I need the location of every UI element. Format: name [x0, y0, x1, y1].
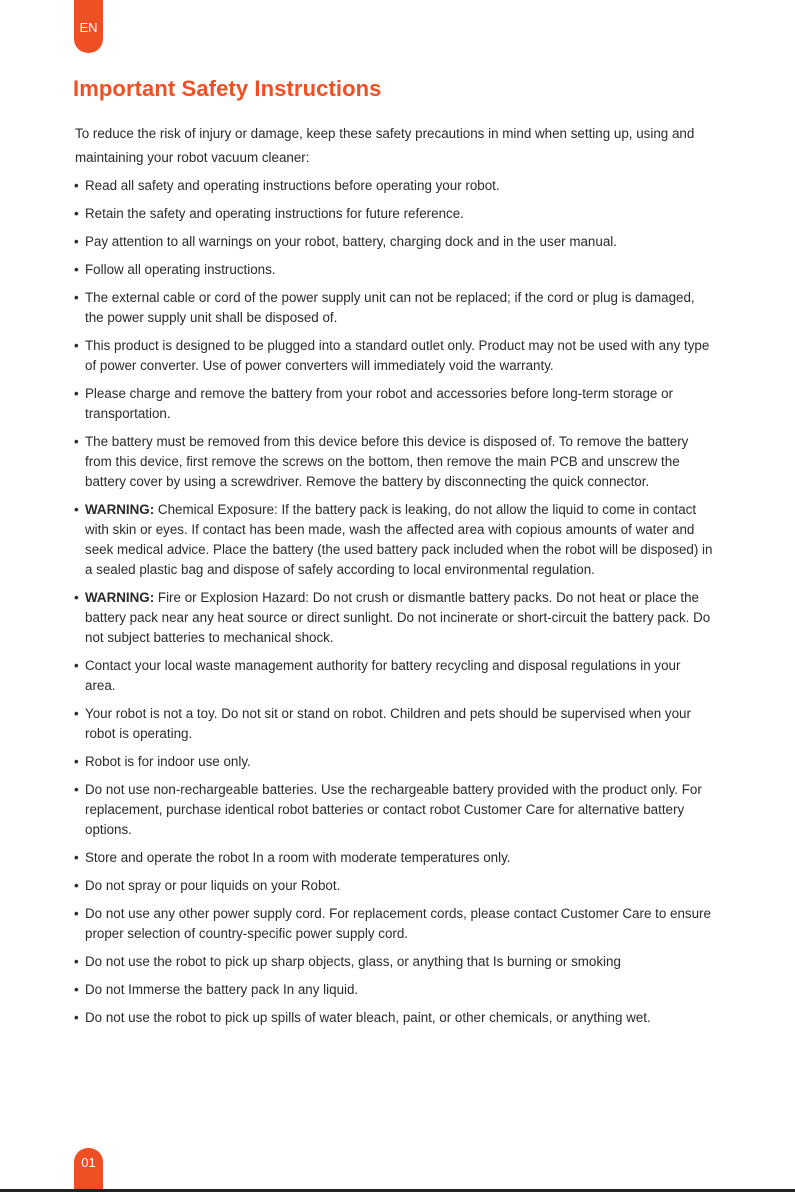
warning-label: WARNING: — [85, 590, 155, 605]
list-item — [74, 704, 714, 744]
list-item — [74, 204, 714, 224]
bullet-icon: • — [74, 658, 79, 673]
list-item — [74, 432, 714, 492]
list-item-text: Chemical Exposure: If the battery pack is leaking, do not allow the liquid to come in contact with skin or eyes. If contact has been made, wash the affected area with copious amounts of water and seek medical advice. Place the battery (the used battery pack included when the robot will be disposed) in a sealed plastic bag and dispose of safely according to local environmental regulation. — [85, 502, 713, 577]
language-tab: EN — [74, 0, 103, 53]
list-item-text: Store and operate the robot In a room with moderate temperatures only. — [85, 850, 511, 865]
warning-label: WARNING: — [85, 502, 155, 517]
list-item-text: Contact your local waste management authority for battery recycling and disposal regulations in your area. — [85, 658, 681, 693]
list-item-text: Robot is for indoor use only. — [85, 754, 251, 769]
list-item — [74, 260, 714, 280]
list-item-text: Do not Immerse the battery pack In any liquid. — [85, 982, 359, 997]
list-item — [74, 232, 714, 252]
list-item-text: The battery must be removed from this device before this device is disposed of. To remove the battery from this device, first remove the screws on the bottom, then remove the main PCB and unscrew the battery cover by using a screwdriver. Remove the battery by disconnecting the quick connector. — [85, 434, 689, 489]
list-item — [74, 500, 714, 580]
bullet-icon: • — [74, 850, 79, 865]
bullet-icon: • — [74, 262, 79, 277]
safety-instructions-list — [74, 176, 714, 1036]
list-item-text: Do not use any other power supply cord. For replacement cords, please contact Customer Care to ensure proper selection of country-specific power supply cord. — [85, 906, 711, 941]
list-item-text: Pay attention to all warnings on your robot, battery, charging dock and in the user manual. — [85, 234, 617, 249]
bullet-icon: • — [74, 1010, 79, 1025]
list-item — [74, 656, 714, 696]
list-item — [74, 1008, 714, 1028]
list-item-text: Read all safety and operating instructions before operating your robot. — [85, 178, 500, 193]
bullet-icon: • — [74, 290, 79, 305]
list-item — [74, 780, 714, 840]
intro-paragraph: To reduce the risk of injury or damage, keep these safety precautions in mind when setting up, using and maintaining your robot vacuum cleaner: — [75, 126, 695, 165]
list-item — [74, 848, 714, 868]
list-item-text: Retain the safety and operating instructions for future reference. — [85, 206, 464, 221]
bullet-icon: • — [74, 754, 79, 769]
bullet-icon: • — [74, 878, 79, 893]
bullet-icon: • — [74, 338, 79, 353]
list-item-text: Please charge and remove the battery from your robot and accessories before long-term storage or transportation. — [85, 386, 674, 421]
list-item-text: Follow all operating instructions. — [85, 262, 276, 277]
list-item-text: Do not use non-rechargeable batteries. Use the rechargeable battery provided with the product only. For replacement, purchase identical robot batteries or contact robot Customer Care for alternative battery options. — [85, 782, 702, 837]
list-item-text: Fire or Explosion Hazard: Do not crush or dismantle battery packs. Do not heat or place the battery pack near any heat source or direct sunlight. Do not incinerate or short-circuit the battery pack. Do not subject batteries to mechanical shock. — [85, 590, 711, 645]
bullet-icon: • — [74, 590, 79, 605]
list-item-text: Do not use the robot to pick up spills of water bleach, paint, or other chemicals, or anything wet. — [85, 1010, 651, 1025]
bullet-icon: • — [74, 234, 79, 249]
list-item-text: This product is designed to be plugged into a standard outlet only. Product may not be used with any type of power converter. Use of power converters will immediately void the warranty. — [85, 338, 710, 373]
bullet-icon: • — [74, 906, 79, 921]
list-item — [74, 288, 714, 328]
list-item — [74, 952, 714, 972]
page-title: Important Safety Instructions — [73, 76, 382, 101]
list-item-text: Do not use the robot to pick up sharp objects, glass, or anything that Is burning or smoking — [85, 954, 621, 969]
bullet-icon: • — [74, 386, 79, 401]
list-item — [74, 980, 714, 1000]
page-number: 01 — [74, 1148, 103, 1192]
list-item — [74, 876, 714, 896]
list-item — [74, 176, 714, 196]
list-item — [74, 384, 714, 424]
list-item-text: Your robot is not a toy. Do not sit or stand on robot. Children and pets should be supervised when your robot is operating. — [85, 706, 691, 741]
bullet-icon: • — [74, 782, 79, 797]
bullet-icon: • — [74, 954, 79, 969]
list-item — [74, 752, 714, 772]
bullet-icon: • — [74, 434, 79, 449]
list-item — [74, 588, 714, 648]
bullet-icon: • — [74, 982, 79, 997]
bullet-icon: • — [74, 178, 79, 193]
list-item — [74, 336, 714, 376]
bullet-icon: • — [74, 206, 79, 221]
list-item-text: Do not spray or pour liquids on your Robot. — [85, 878, 341, 893]
bullet-icon: • — [74, 502, 79, 517]
list-item-text: The external cable or cord of the power supply unit can not be replaced; if the cord or plug is damaged, the power supply unit shall be disposed of. — [85, 290, 695, 325]
list-item — [74, 904, 714, 944]
bullet-icon: • — [74, 706, 79, 721]
